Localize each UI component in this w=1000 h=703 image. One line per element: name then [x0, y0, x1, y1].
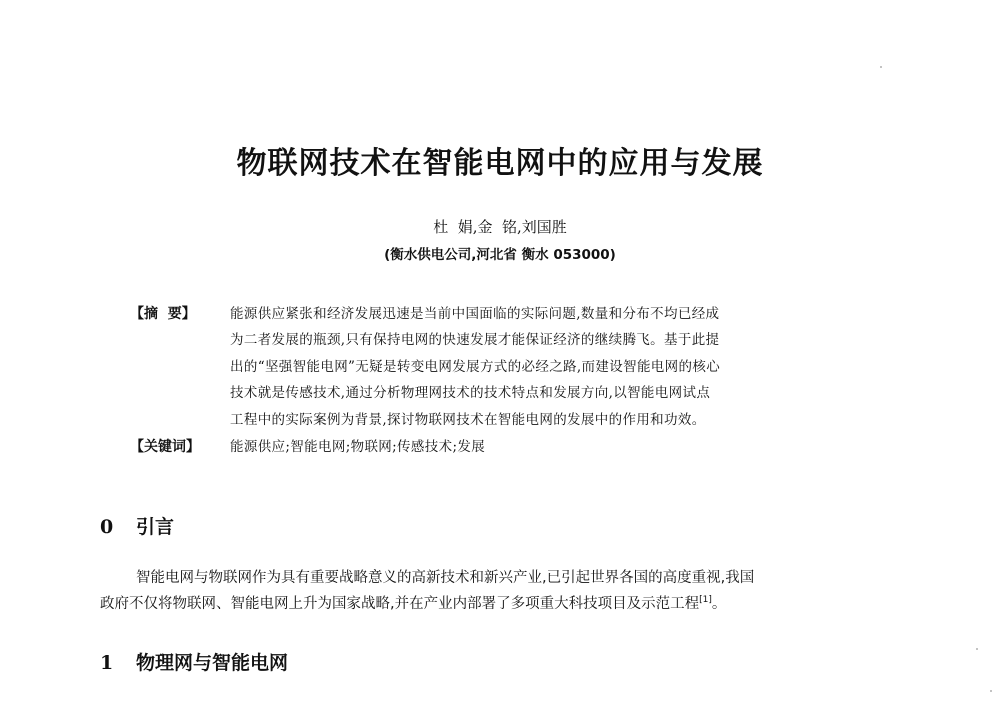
section-number: 1 [100, 652, 114, 674]
citation-ref: [1] [699, 595, 712, 606]
keywords-label: 【关键词】 [130, 439, 200, 455]
scan-speck [880, 66, 882, 68]
paragraph-line [100, 591, 920, 617]
author-affiliation: (衡水供电公司,河北省 衡水 053000) [384, 247, 616, 263]
section-title: 引言 [136, 516, 175, 538]
abstract-line: 出的“坚强智能电网”无疑是转变电网发展方式的必经之路,而建设智能电网的核心 [230, 358, 721, 375]
abstract-text [230, 301, 890, 433]
section-number: 0 [100, 516, 114, 538]
abstract-line: 技术就是传感技术,通过分析物理网技术的技术特点和发展方向,以智能电网试点 [230, 385, 711, 402]
section-heading-intro [100, 514, 174, 540]
abstract-line: 为二者发展的瓶颈,只有保持电网的快速发展才能保证经济的继续腾飞。基于此提 [230, 332, 720, 349]
paper-title: 物联网技术在智能电网中的应用与发展 [236, 146, 764, 181]
abstract-line: 能源供应紧张和经济发展迅速是当前中国面临的实际问题,数量和分布不均已经成 [230, 306, 720, 322]
paragraph-text: 政府不仅将物联网、智能电网上升为国家战略,并在产业内部署了多项重大科技项目及示范工程 [100, 596, 700, 612]
keywords-text: 能源供应;智能电网;物联网;传感技术;发展 [230, 439, 486, 455]
intro-paragraph [100, 565, 920, 617]
scan-speck [976, 648, 978, 650]
author-list: 杜 娟,金 铭,刘国胜 [433, 218, 567, 236]
paragraph-end: 。 [711, 596, 727, 612]
paragraph-line: 智能电网与物联网作为具有重要战略意义的高新技术和新兴产业,已引起世界各国的高度重视,我国 [136, 570, 755, 586]
abstract-line: 工程中的实际案例为背景,探讨物联网技术在智能电网的发展中的作用和功效。 [230, 411, 706, 428]
section-title: 物理网与智能电网 [136, 652, 289, 674]
section-heading-iot-grid [100, 650, 288, 676]
abstract-label: 【摘 要】 [130, 306, 196, 322]
scan-speck [990, 690, 992, 692]
